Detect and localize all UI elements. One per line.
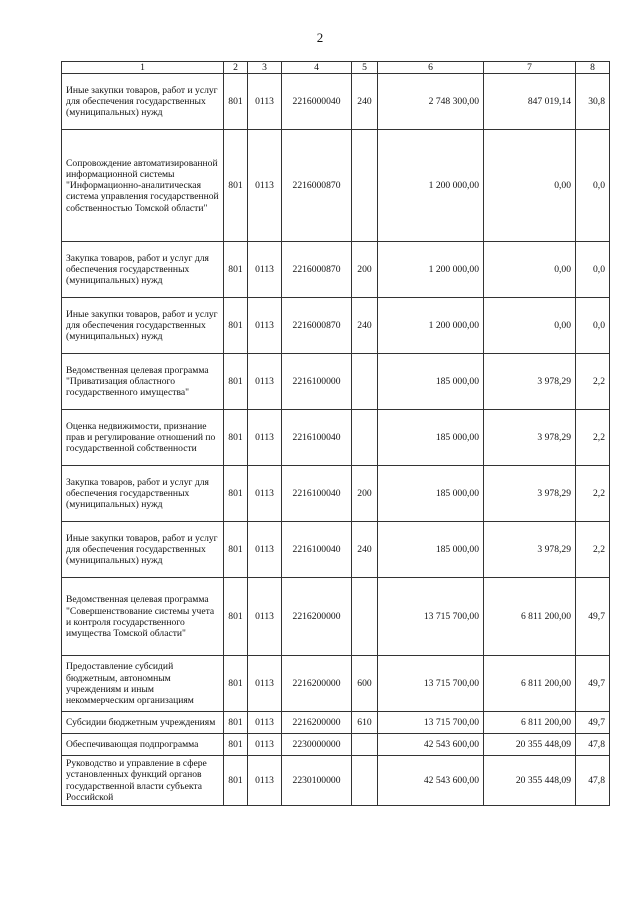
- row-target-article-cell: 2216100000: [282, 354, 352, 410]
- row-percent-cell: 0,0: [576, 130, 610, 242]
- row-expense-type-cell: 200: [352, 242, 378, 298]
- row-percent-cell: 47,8: [576, 734, 610, 756]
- table-row: [62, 130, 610, 242]
- row-name-cell: Ведомственная целевая программа "Приватизация областного государственного имущества": [62, 354, 224, 410]
- row-code-cell: 801: [224, 756, 248, 806]
- table-row: [62, 74, 610, 130]
- row-target-article-cell: 2230000000: [282, 734, 352, 756]
- row-plan-amount-cell: 1 200 000,00: [378, 242, 484, 298]
- header-cell: 6: [378, 62, 484, 74]
- row-expense-type-cell: 200: [352, 466, 378, 522]
- row-expense-type-cell: 240: [352, 522, 378, 578]
- row-percent-cell: 2,2: [576, 522, 610, 578]
- row-percent-cell: 0,0: [576, 242, 610, 298]
- row-actual-amount-cell: 6 811 200,00: [484, 656, 576, 712]
- row-plan-amount-cell: 185 000,00: [378, 354, 484, 410]
- row-expense-type-cell: 240: [352, 298, 378, 354]
- header-cell: 1: [62, 62, 224, 74]
- row-percent-cell: 49,7: [576, 578, 610, 656]
- row-name-cell: Субсидии бюджетным учреждениям: [62, 712, 224, 734]
- row-name-cell: Закупка товаров, работ и услуг для обеспечения государственных (муниципальных) нужд: [62, 242, 224, 298]
- row-expense-type-cell: [352, 410, 378, 466]
- page-number: 2: [316, 30, 324, 45]
- row-target-article-cell: 2216200000: [282, 712, 352, 734]
- row-actual-amount-cell: 6 811 200,00: [484, 712, 576, 734]
- row-actual-amount-cell: 3 978,29: [484, 354, 576, 410]
- row-section-cell: 0113: [248, 656, 282, 712]
- row-code-cell: 801: [224, 522, 248, 578]
- row-code-cell: 801: [224, 354, 248, 410]
- table-header-row: [62, 62, 610, 74]
- row-section-cell: 0113: [248, 74, 282, 130]
- table-row: [62, 756, 610, 806]
- header-cell: 3: [248, 62, 282, 74]
- row-plan-amount-cell: 13 715 700,00: [378, 578, 484, 656]
- row-name-cell: Иные закупки товаров, работ и услуг для обеспечения государственных (муниципальных) нужд: [62, 522, 224, 578]
- row-actual-amount-cell: 0,00: [484, 130, 576, 242]
- table-row: [62, 712, 610, 734]
- row-name-cell: Сопровождение автоматизированной информационной системы "Информационно-аналитическая система управления государственной собственностью Томской области": [62, 130, 224, 242]
- row-code-cell: 801: [224, 578, 248, 656]
- row-code-cell: 801: [224, 734, 248, 756]
- row-actual-amount-cell: 0,00: [484, 242, 576, 298]
- row-target-article-cell: 2216000870: [282, 242, 352, 298]
- row-plan-amount-cell: 1 200 000,00: [378, 298, 484, 354]
- row-code-cell: 801: [224, 130, 248, 242]
- row-percent-cell: 49,7: [576, 712, 610, 734]
- row-section-cell: 0113: [248, 298, 282, 354]
- row-expense-type-cell: 600: [352, 656, 378, 712]
- table-row: [62, 466, 610, 522]
- row-target-article-cell: 2216200000: [282, 578, 352, 656]
- row-name-cell: Руководство и управление в сфере установленных функций органов государственной власти субъекта Российской: [62, 756, 224, 806]
- row-section-cell: 0113: [248, 756, 282, 806]
- row-actual-amount-cell: 3 978,29: [484, 410, 576, 466]
- table-row: [62, 578, 610, 656]
- row-percent-cell: 0,0: [576, 298, 610, 354]
- row-target-article-cell: 2216100040: [282, 410, 352, 466]
- row-plan-amount-cell: 185 000,00: [378, 466, 484, 522]
- row-section-cell: 0113: [248, 354, 282, 410]
- row-expense-type-cell: 610: [352, 712, 378, 734]
- row-section-cell: 0113: [248, 734, 282, 756]
- row-section-cell: 0113: [248, 522, 282, 578]
- row-actual-amount-cell: 3 978,29: [484, 522, 576, 578]
- row-percent-cell: 2,2: [576, 354, 610, 410]
- row-percent-cell: 2,2: [576, 410, 610, 466]
- row-actual-amount-cell: 6 811 200,00: [484, 578, 576, 656]
- table-row: [62, 242, 610, 298]
- table-row: [62, 298, 610, 354]
- row-code-cell: 801: [224, 298, 248, 354]
- row-code-cell: 801: [224, 712, 248, 734]
- header-cell: 8: [576, 62, 610, 74]
- row-name-cell: Предоставление субсидий бюджетным, автономным учреждениям и иным некоммерческим организациям: [62, 656, 224, 712]
- row-target-article-cell: 2216100040: [282, 522, 352, 578]
- row-percent-cell: 49,7: [576, 656, 610, 712]
- row-actual-amount-cell: 20 355 448,09: [484, 734, 576, 756]
- row-target-article-cell: 2230100000: [282, 756, 352, 806]
- table-row: [62, 656, 610, 712]
- budget-table: [61, 61, 610, 806]
- row-target-article-cell: 2216000870: [282, 298, 352, 354]
- row-plan-amount-cell: 13 715 700,00: [378, 712, 484, 734]
- row-expense-type-cell: [352, 734, 378, 756]
- row-plan-amount-cell: 42 543 600,00: [378, 756, 484, 806]
- row-plan-amount-cell: 1 200 000,00: [378, 130, 484, 242]
- header-cell: 2: [224, 62, 248, 74]
- row-code-cell: 801: [224, 242, 248, 298]
- table-row: [62, 522, 610, 578]
- row-name-cell: Оценка недвижимости, признание прав и регулирование отношений по государственной собственности: [62, 410, 224, 466]
- row-expense-type-cell: [352, 756, 378, 806]
- row-percent-cell: 47,8: [576, 756, 610, 806]
- row-percent-cell: 2,2: [576, 466, 610, 522]
- row-expense-type-cell: [352, 130, 378, 242]
- header-cell: 7: [484, 62, 576, 74]
- table-row: [62, 410, 610, 466]
- row-expense-type-cell: 240: [352, 74, 378, 130]
- header-cell: 4: [282, 62, 352, 74]
- row-plan-amount-cell: 42 543 600,00: [378, 734, 484, 756]
- row-section-cell: 0113: [248, 242, 282, 298]
- table-row: [62, 734, 610, 756]
- row-name-cell: Иные закупки товаров, работ и услуг для обеспечения государственных (муниципальных) нужд: [62, 298, 224, 354]
- row-code-cell: 801: [224, 656, 248, 712]
- header-cell: 5: [352, 62, 378, 74]
- row-name-cell: Иные закупки товаров, работ и услуг для обеспечения государственных (муниципальных) нужд: [62, 74, 224, 130]
- row-plan-amount-cell: 185 000,00: [378, 410, 484, 466]
- row-expense-type-cell: [352, 354, 378, 410]
- row-target-article-cell: 2216000870: [282, 130, 352, 242]
- row-section-cell: 0113: [248, 466, 282, 522]
- row-code-cell: 801: [224, 74, 248, 130]
- row-actual-amount-cell: 20 355 448,09: [484, 756, 576, 806]
- row-expense-type-cell: [352, 578, 378, 656]
- row-section-cell: 0113: [248, 712, 282, 734]
- row-plan-amount-cell: 13 715 700,00: [378, 656, 484, 712]
- row-actual-amount-cell: 0,00: [484, 298, 576, 354]
- row-actual-amount-cell: 3 978,29: [484, 466, 576, 522]
- table-row: [62, 354, 610, 410]
- row-code-cell: 801: [224, 466, 248, 522]
- row-section-cell: 0113: [248, 578, 282, 656]
- row-target-article-cell: 2216100040: [282, 466, 352, 522]
- row-name-cell: Закупка товаров, работ и услуг для обеспечения государственных (муниципальных) нужд: [62, 466, 224, 522]
- row-percent-cell: 30,8: [576, 74, 610, 130]
- row-section-cell: 0113: [248, 130, 282, 242]
- row-name-cell: Обеспечивающая подпрограмма: [62, 734, 224, 756]
- row-target-article-cell: 2216200000: [282, 656, 352, 712]
- row-plan-amount-cell: 185 000,00: [378, 522, 484, 578]
- row-name-cell: Ведомственная целевая программа "Совершенствование системы учета и контроля государственного имущества Томской области": [62, 578, 224, 656]
- row-plan-amount-cell: 2 748 300,00: [378, 74, 484, 130]
- row-target-article-cell: 2216000040: [282, 74, 352, 130]
- row-actual-amount-cell: 847 019,14: [484, 74, 576, 130]
- row-code-cell: 801: [224, 410, 248, 466]
- row-section-cell: 0113: [248, 410, 282, 466]
